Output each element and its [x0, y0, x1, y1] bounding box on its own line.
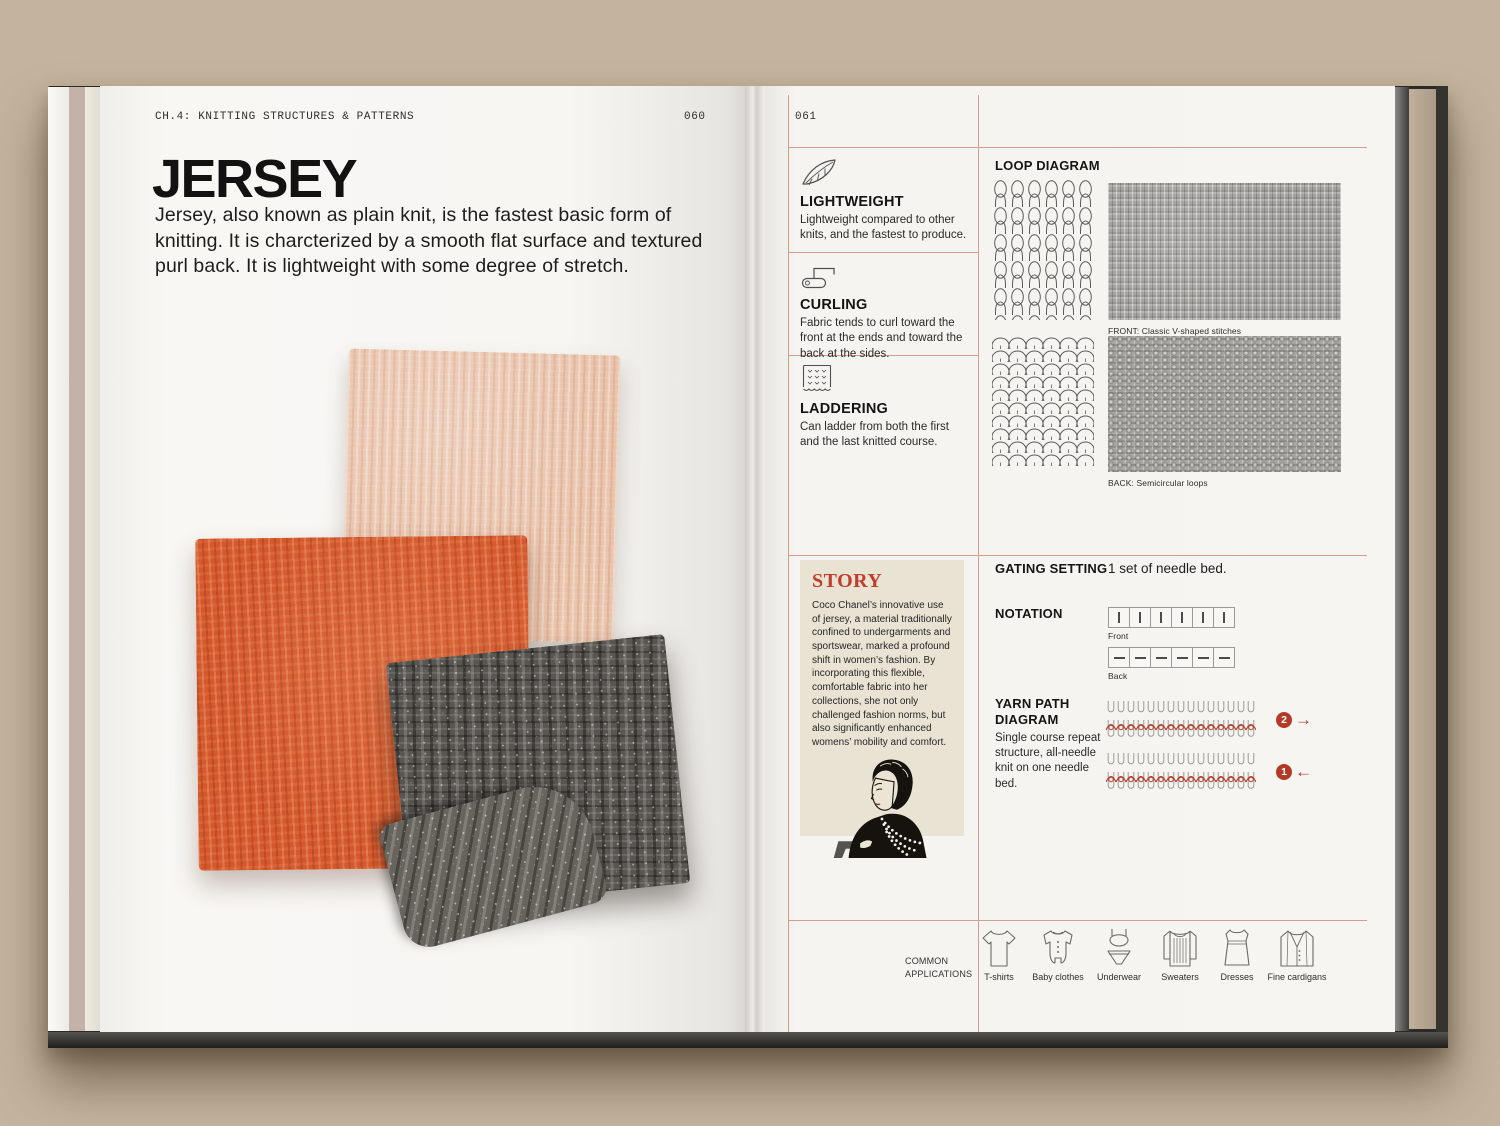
course-2-marker — [1276, 711, 1312, 728]
page-title: JERSEY — [152, 149, 357, 209]
baby-clothes-icon — [1023, 927, 1093, 969]
notation-back-label: Back — [1108, 671, 1128, 681]
application-label: T-shirts — [984, 972, 1014, 982]
yarn-path-text: Single course repeat structure, all-needle knit on one needle bed. — [995, 732, 1101, 790]
grid-line-bottom — [788, 920, 1367, 921]
front-photo-caption: FRONT: Classic V-shaped stitches — [1108, 326, 1242, 336]
story-title: STORY — [812, 570, 883, 592]
application-label: Underwear — [1096, 972, 1142, 982]
loop-diagram-title: LOOP DIAGRAM — [995, 158, 1100, 173]
page-block-shadow-right — [1395, 87, 1409, 1031]
loop-diagram-front-drawing — [992, 180, 1094, 320]
notation-front-label: Front — [1108, 631, 1129, 641]
feather-icon — [800, 157, 968, 187]
cardigan-icon — [1262, 927, 1332, 969]
property-lightweight — [800, 157, 968, 244]
property-divider-1 — [788, 252, 978, 253]
arrow-right-icon: → — [1295, 710, 1312, 729]
arrow-left-icon: ← — [1295, 762, 1312, 781]
book-gutter — [745, 86, 765, 1032]
property-laddering — [800, 362, 968, 451]
book-cover-right-edge — [1409, 89, 1436, 1029]
grid-line-left — [788, 95, 789, 1032]
right-page-number: 061 — [795, 111, 817, 123]
notation-label: NOTATION — [995, 606, 1063, 621]
course-1-marker — [1276, 763, 1312, 780]
grey-chunky-knit-swatch-photo — [386, 634, 691, 912]
story-text: Coco Chanel’s innovative use of jersey, a material traditionally confined to undergarments and sportswear, marked a profound shift in women’s fashion. By incorporating this flexible, comfortable fabric into her collections, she not only challenged fashion norms, but also significantly enhanced womens’ mobility and comfort. — [812, 600, 952, 748]
yarn-path-course-1-drawing — [1106, 751, 1256, 797]
back-stitch-photo — [1108, 336, 1341, 472]
coco-chanel-illustration — [812, 754, 952, 858]
loop-diagram-back-drawing — [992, 336, 1094, 466]
laddering-icon — [800, 362, 968, 394]
chapter-header: CH.4: KNITTING STRUCTURES & PATTERNS — [155, 111, 415, 123]
application-label: Baby clothes — [1032, 972, 1084, 982]
application-fine-cardigans — [1262, 927, 1332, 982]
grid-line-top — [788, 147, 1367, 148]
property-text: Fabric tends to curl toward the front at the ends and toward the back at the sides. — [800, 317, 963, 360]
story-box — [800, 560, 964, 836]
application-label: Dresses — [1220, 972, 1254, 982]
curling-fabric-icon — [800, 262, 968, 290]
property-title: CURLING — [800, 297, 868, 313]
back-photo-caption: BACK: Semicircular loops — [1108, 478, 1208, 488]
application-baby-clothes — [1023, 927, 1093, 982]
book-cover-left-edge — [48, 87, 69, 1031]
grid-line-middle — [978, 95, 979, 1032]
left-page-number: 060 — [684, 111, 706, 123]
application-label: Sweaters — [1161, 972, 1199, 982]
property-title: LADDERING — [800, 401, 888, 417]
property-text: Lightweight compared to other knits, and the fastest to produce. — [800, 214, 967, 242]
yarn-path-course-2-drawing — [1106, 699, 1256, 745]
underwear-icon — [1084, 927, 1154, 969]
common-applications-label: COMMON APPLICATIONS — [905, 956, 973, 980]
book-bottom-cover — [48, 1032, 1448, 1048]
property-curling — [800, 262, 968, 362]
inner-cover-stripe — [69, 87, 85, 1031]
notation-front-needles — [1108, 607, 1235, 628]
course-2-number: 2 — [1276, 712, 1292, 728]
application-label: Fine cardigans — [1267, 972, 1327, 982]
book-cover-right-rim — [1436, 86, 1448, 1032]
intro-paragraph: Jersey, also known as plain knit, is the fastest basic form of knitting. It is charcterized by a smooth flat surface and textured purl back. It is lightweight with some degree of stretch. — [155, 204, 703, 278]
application-underwear — [1084, 927, 1154, 982]
property-text: Can ladder from both the first and the last knitted course. — [800, 421, 949, 449]
course-1-number: 1 — [1276, 764, 1292, 780]
gating-label: GATING SETTING — [995, 561, 1108, 576]
property-title: LIGHTWEIGHT — [800, 194, 904, 210]
gating-value: 1 set of needle bed. — [1108, 561, 1227, 576]
yarn-path-label: YARN PATH DIAGRAM — [995, 696, 1070, 727]
notation-back-needles — [1108, 647, 1235, 668]
front-stitch-photo — [1108, 183, 1341, 320]
grid-line-mid-horizontal — [788, 555, 1367, 556]
page-block-edge-left — [85, 87, 100, 1031]
